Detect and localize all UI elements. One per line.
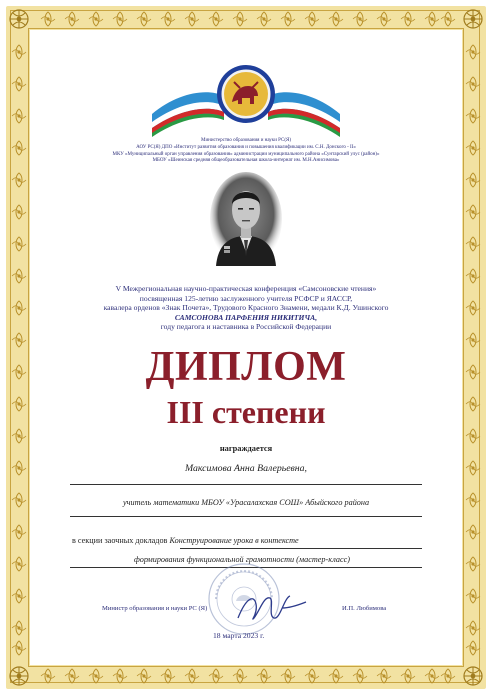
- conference-line: кавалера орденов «Знак Почета», Трудового Красного Знамени, медали К.Д. Ушинского: [103, 303, 389, 313]
- section-line: [72, 536, 432, 545]
- ministry-line: АОУ РС(Я) ДПО «Институт развития образования и повышения квалификации им. С.Н. Донского - II»: [136, 144, 356, 150]
- section-value-continued: формирования функциональной грамотности (мастер-класс): [134, 555, 350, 564]
- honoree-name: САМСОНОВА ПАРФЕНИЯ НИКИТИЧА,: [174, 312, 318, 322]
- conference-line: посвященная 125-летию заслуженного учителя РСФСР и ЯАССР,: [139, 293, 353, 303]
- diploma-degree: III степени: [166, 394, 326, 430]
- issue-date: 18 марта 2023 г.: [213, 631, 265, 640]
- section-underline: [180, 548, 422, 549]
- ministry-header: [60, 138, 432, 165]
- signer-title: Министр образования и науки РС (Я): [102, 605, 208, 612]
- portrait-photo: [210, 172, 282, 266]
- conference-line: году педагога и наставника в Российской Федерации: [160, 322, 332, 332]
- diploma-title: ДИПЛОМ: [145, 344, 347, 390]
- yakutia-emblem-icon: [148, 62, 344, 138]
- ministry-line: МКУ «Муниципальный орган управления образования» администрации муниципального района «Сунтарский улус (район)»: [112, 151, 380, 157]
- recipient-name: Максимова Анна Валерьевна,: [184, 463, 308, 474]
- ministry-line: Министерство образования и науки РС(Я): [201, 138, 291, 143]
- conference-description: [56, 284, 436, 332]
- conference-line: V Межрегиональная научно-практическая конференция «Самсоновские чтения»: [115, 284, 377, 293]
- section-label: в секции заочных докладов: [72, 536, 168, 545]
- recipient-position: учитель математики МБОУ «Урасалахская СОШ» Абыйского района: [122, 498, 370, 507]
- name-underline: [70, 484, 422, 485]
- section-value: Конструирование урока в контексте: [169, 536, 299, 545]
- signer-name: И.П. Любимова: [342, 605, 387, 612]
- ministry-line: МБОУ «Шеинская средняя общеобразовательная школа-интернат им. М.Н.Анисимова»: [152, 158, 340, 164]
- signature-icon: [232, 588, 312, 628]
- position-underline: [70, 516, 422, 517]
- awarded-label: награждается: [219, 444, 273, 453]
